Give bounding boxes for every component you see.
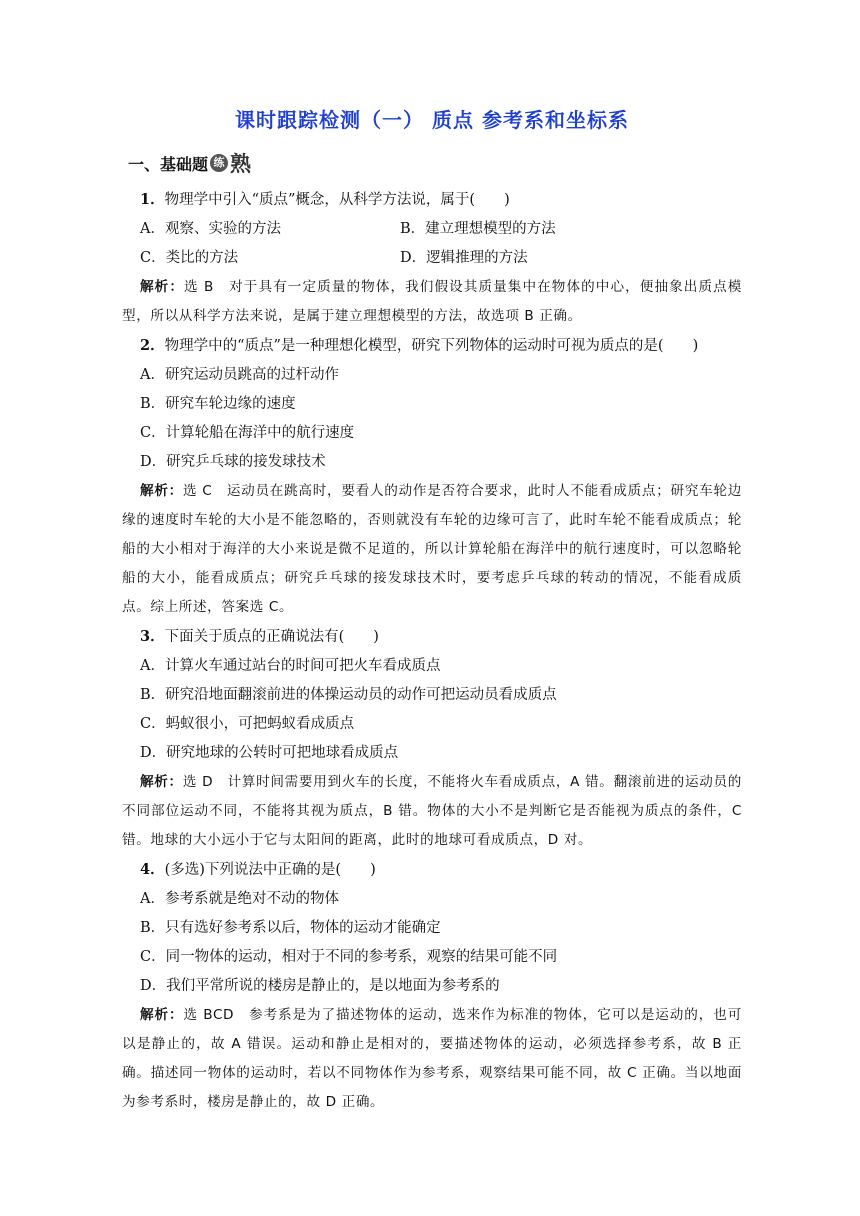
section-big-char: 熟 bbox=[230, 151, 252, 176]
answer-explanation bbox=[122, 477, 742, 622]
question-number: 3． bbox=[140, 628, 165, 645]
option-b: B．只有选好参考系以后，物体的运动才能确定 bbox=[140, 920, 441, 936]
answer-label: 解析： bbox=[140, 774, 183, 790]
answer-explanation bbox=[122, 1001, 742, 1117]
question-1 bbox=[122, 185, 742, 331]
question-3 bbox=[122, 622, 742, 855]
answer-label: 解析： bbox=[140, 483, 183, 499]
answer-label: 解析： bbox=[140, 1007, 184, 1023]
option-a: A．观察、实验的方法 bbox=[140, 221, 281, 237]
option-d: D．研究地球的公转时可把地球看成质点 bbox=[140, 745, 399, 761]
answer-text: 选 C 运动员在跳高时，要看人的动作是否符合要求，此时人不能看成质点；研究车轮边缘的速度时车轮的大小是不能忽略的，否则就没有车轮的边缘可言了，此时车轮不能看成质点；轮船的大小相对于海洋的大小来说是微不足道的，所以计算轮船在海洋中的航行速度时，可以忽略轮船的大小，能看成质点；研究乒乓球的接发球技术时，要考虑乒乓球的转动的情况，不能看成质点。综上所述，答案选 C。 bbox=[122, 483, 742, 615]
option-row bbox=[140, 215, 742, 244]
answer-text: 选 BCD 参考系是为了描述物体的运动，选来作为标准的物体，它可以是运动的，也可以是静止的，故 A 错误。运动和静止是相对的，要描述物体的运动，必须选择参考系，故 B 正确。描述同一物体的运动时，若以不同物体作为参考系，观察结果可能不同，故 C 正确。当以地面为参考系时，楼房是静止的，故 D 正确。 bbox=[122, 1007, 742, 1110]
option-d: D．我们平常所说的楼房是静止的，是以地面为参考系的 bbox=[140, 978, 500, 994]
option-a: A．研究运动员跳高的过杆动作 bbox=[140, 367, 339, 383]
option-c: C．蚂蚁很小，可把蚂蚁看成质点 bbox=[140, 716, 355, 732]
option-c: C．同一物体的运动，相对于不同的参考系，观察的结果可能不同 bbox=[140, 949, 558, 965]
question-2 bbox=[122, 331, 742, 622]
question-stem bbox=[140, 185, 742, 215]
option-d: D．逻辑推理的方法 bbox=[400, 250, 528, 266]
option-d: D．研究乒乓球的接发球技术 bbox=[140, 454, 326, 470]
question-text: 物理学中的“质点”是一种理想化模型，研究下列物体的运动时可视为质点的是( ) bbox=[164, 338, 699, 354]
question-number: 1． bbox=[140, 191, 165, 208]
question-4 bbox=[122, 855, 742, 1117]
answer-explanation bbox=[122, 768, 742, 855]
section-label: 一、基础题 bbox=[128, 154, 209, 174]
question-text: (多选)下列说法中正确的是( ) bbox=[164, 862, 376, 878]
question-stem bbox=[140, 855, 742, 885]
option-b: B．研究车轮边缘的速度 bbox=[140, 396, 296, 412]
option-c: C．类比的方法 bbox=[140, 250, 239, 266]
option-row bbox=[140, 244, 742, 273]
question-number: 2． bbox=[140, 337, 165, 354]
question-stem bbox=[140, 622, 742, 652]
option-b: B．研究沿地面翻滚前进的体操运动员的动作可把运动员看成质点 bbox=[140, 687, 557, 703]
answer-text: 选 D 计算时间需要用到火车的长度，不能将火车看成质点，A 错。翻滚前进的运动员的不同部位运动不同，不能将其视为质点，B 错。物体的大小不是判断它是否能视为质点的条件，C 错。地球的大小远小于它与太阳间的距离，此时的地球可看成质点，D 对。 bbox=[122, 774, 742, 848]
answer-label: 解析： bbox=[140, 279, 184, 295]
question-stem bbox=[140, 331, 742, 361]
answer-text: 选 B 对于具有一定质量的物体，我们假设其质量集中在物体的中心，便抽象出质点模型，所以从科学方法来说，是属于建立理想模型的方法，故选项 B 正确。 bbox=[122, 279, 742, 324]
option-a: A．参考系就是绝对不动的物体 bbox=[140, 891, 339, 907]
option-b: B．建立理想模型的方法 bbox=[400, 221, 556, 237]
answer-explanation bbox=[122, 273, 742, 331]
section-badge: 练 bbox=[210, 154, 228, 172]
option-a: A．计算火车通过站台的时间可把火车看成质点 bbox=[140, 658, 441, 674]
option-c: C．计算轮船在海洋中的航行速度 bbox=[140, 425, 355, 441]
page-title: 课时跟踪检测（一） 质点 参考系和坐标系 bbox=[235, 108, 629, 132]
question-text: 物理学中引入“质点”概念，从科学方法说，属于( ) bbox=[164, 192, 510, 208]
question-text: 下面关于质点的正确说法有( ) bbox=[164, 629, 379, 645]
section-heading bbox=[128, 151, 742, 175]
question-number: 4． bbox=[140, 861, 165, 878]
